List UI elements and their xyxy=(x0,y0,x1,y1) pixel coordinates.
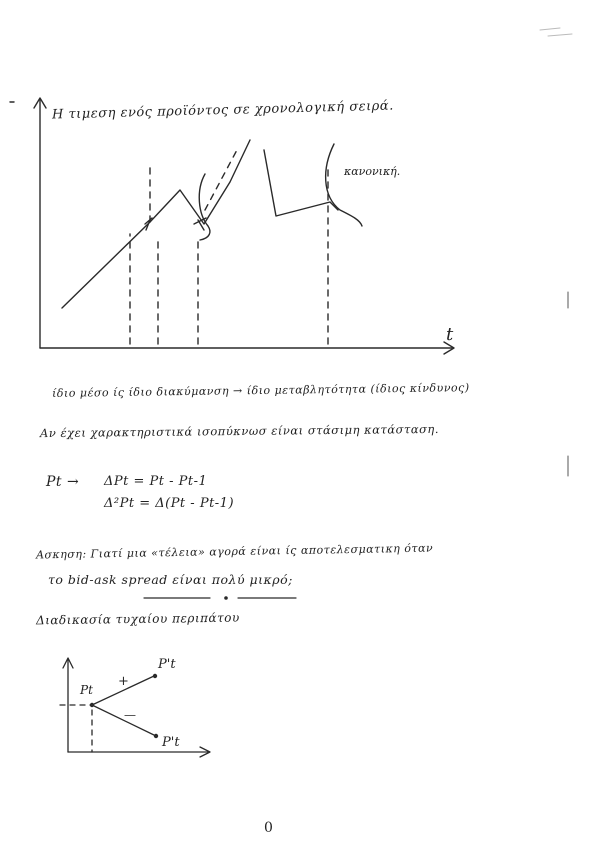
exercise-question-line1: Ασκηση: Γιατί μια «τέλεια» αγορά είναι ίς αποτελεσματικη όταν xyxy=(35,541,434,562)
rw-plus-sign: + xyxy=(118,674,129,689)
formula-second-diff: Δ²Pt = Δ(Pt - Pt-1) xyxy=(104,496,235,511)
stationarity-note: Αν έχει χαρακτηριστικά ισοπύκνωσ είναι στάσιμη κατάσταση. xyxy=(39,421,440,441)
normal-curve-label: κανονική. xyxy=(344,165,401,178)
page-number: 0 xyxy=(264,820,274,836)
t-axis-label: t xyxy=(446,324,454,345)
volatility-note: ίδιο μέσο ίς ίδιο διακύμανση → ίδιο μεταβλητότητα (ίδιος κίνδυνος) xyxy=(51,381,470,400)
random-walk-title: Διαδικασία τυχαίου περιπάτου xyxy=(35,610,240,628)
formula-first-diff: ΔPt = Pt - Pt-1 xyxy=(104,474,208,489)
rw-start-label: Pt xyxy=(80,683,93,697)
rw-upper-label: P't xyxy=(158,657,176,672)
rw-lower-label: P't xyxy=(162,735,180,750)
rw-minus-sign: — xyxy=(124,708,136,722)
formula-pt: Pt → xyxy=(46,474,80,490)
graph1-title: Η τιμεση ενός προϊόντος σε χρονολογική σειρά. xyxy=(51,98,394,123)
exercise-question-line2: το bid-ask spread είναι πολύ μικρό; xyxy=(48,572,293,587)
